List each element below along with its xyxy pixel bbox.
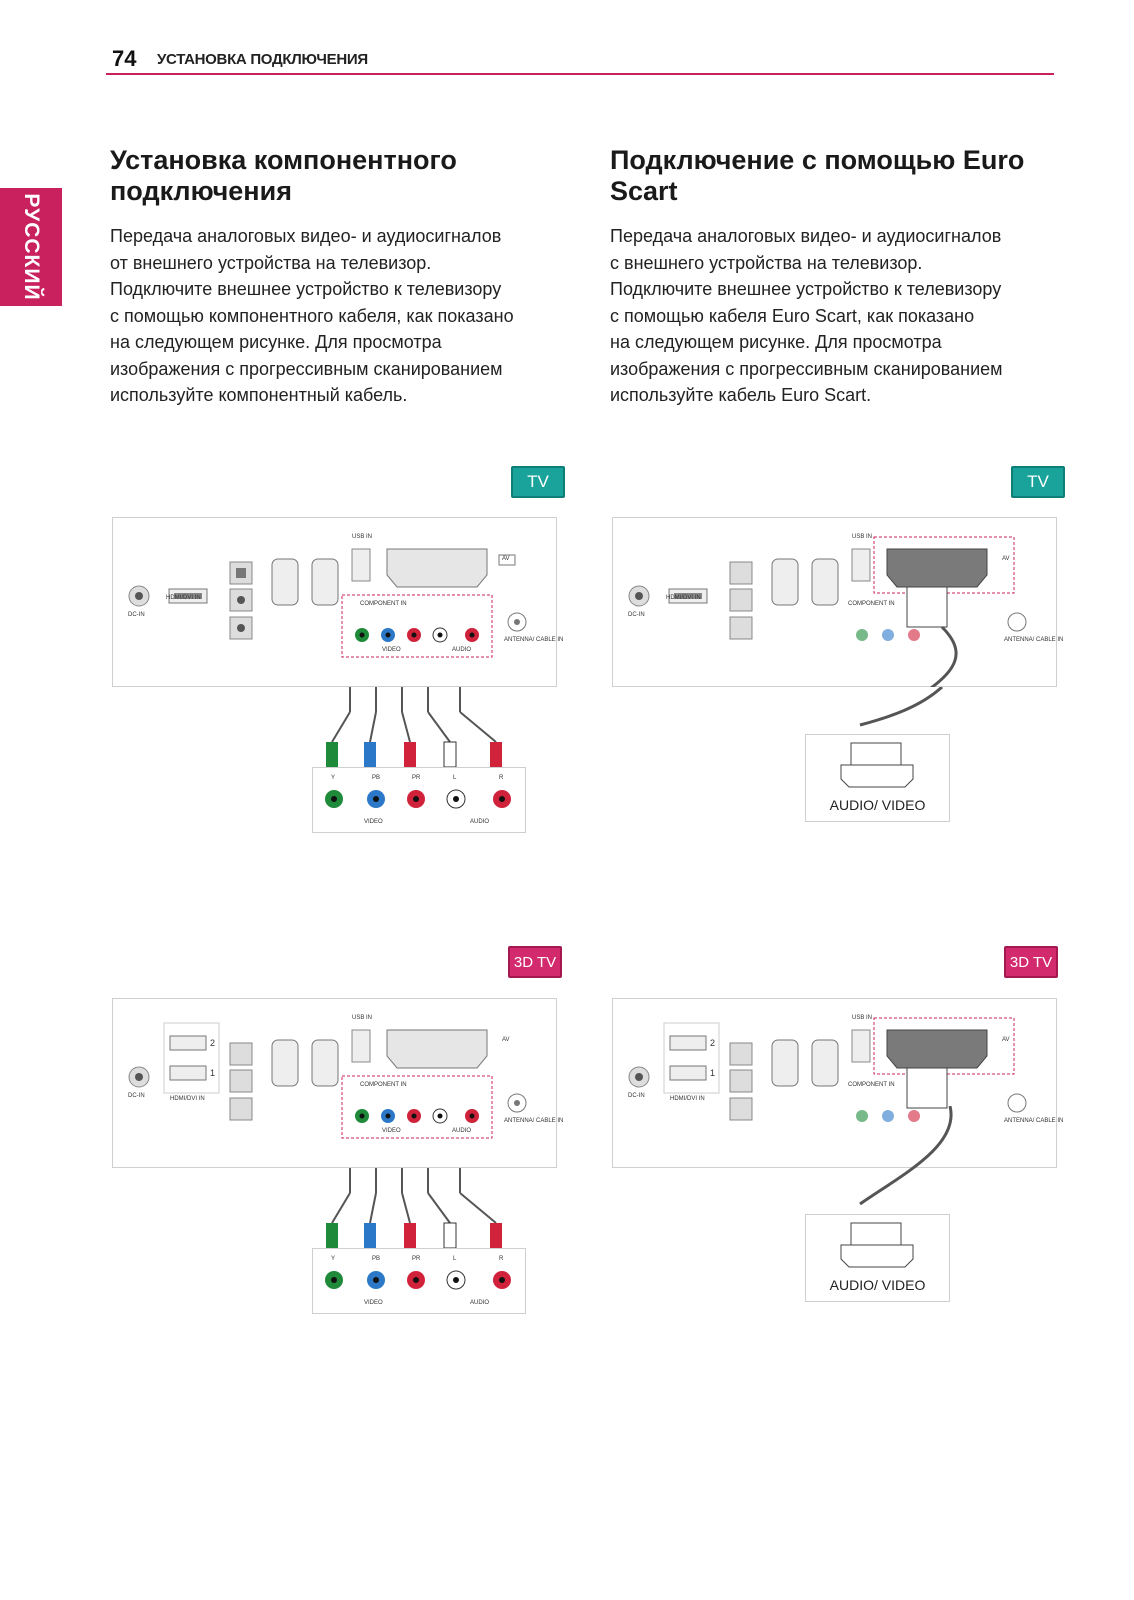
left-body-line: изображения с прогрессивным сканированием xyxy=(110,358,503,379)
av-label: AV xyxy=(1002,556,1010,562)
left-section-title xyxy=(110,145,570,207)
component-in-label: COMPONENT IN xyxy=(360,601,407,607)
hdmi-label: HDMI/DVI IN xyxy=(170,1096,205,1102)
device-r-label: R xyxy=(499,775,504,781)
device-pb-label: PB xyxy=(372,775,381,781)
usb-label: USB IN xyxy=(852,1015,873,1021)
left-title-line-2: подключения xyxy=(110,176,292,206)
audio-label: AUDIO xyxy=(452,647,472,653)
device-pb-label: PB xyxy=(372,1256,381,1262)
video-label: VIDEO xyxy=(382,1128,401,1134)
device-r-label: R xyxy=(499,1256,504,1262)
right-body-line: Передача аналоговых видео- и аудиосигналов xyxy=(610,226,1002,246)
right-body-line: на следующем рисунке. Для просмотра xyxy=(610,332,942,352)
right-body-line: с помощью кабеля Euro Scart, как показано xyxy=(610,305,975,326)
usb-label: USB IN xyxy=(352,534,373,540)
left-body-line: на следующем рисунке. Для просмотра xyxy=(110,332,442,352)
device-l-label: L xyxy=(453,775,457,781)
language-tab xyxy=(0,188,62,306)
right-body-line: с внешнего устройства на телевизор. xyxy=(610,252,923,273)
antenna-label: ANTENNA/ CABLE IN xyxy=(504,637,564,643)
header-divider xyxy=(106,73,1054,75)
component-in-label: COMPONENT IN xyxy=(848,1082,895,1088)
hdmi-1-label: 1 xyxy=(210,1068,216,1078)
dc-in-label: DC-IN xyxy=(128,612,145,618)
component-in-label: COMPONENT IN xyxy=(360,1082,407,1088)
right-section-body xyxy=(610,223,1003,409)
right-title-line-1: Подключение с помощью Euro xyxy=(610,145,1025,175)
device-audio-label: AUDIO xyxy=(470,819,490,825)
device-pr-label: PR xyxy=(412,775,421,781)
tv-badge-top-right xyxy=(1011,466,1065,498)
right-title-line-2: Scart xyxy=(610,176,678,206)
tv3d-badge-bottom-right xyxy=(1004,946,1058,978)
av-device-label: AUDIO/ VIDEO xyxy=(829,797,926,813)
left-body-line: используйте компонентный кабель. xyxy=(110,385,408,405)
section-title: УСТАНОВКА ПОДКЛЮЧЕНИЯ xyxy=(157,51,368,68)
video-label: VIDEO xyxy=(382,647,401,653)
panel-outline xyxy=(112,998,557,1168)
component-cables xyxy=(300,687,540,767)
tv-rear-panel-scart xyxy=(612,517,1064,687)
device-video-label: VIDEO xyxy=(364,1300,383,1306)
tv-3d-icon: 3D TV xyxy=(1004,946,1058,978)
antenna-label: ANTENNA/ CABLE IN xyxy=(1004,1118,1064,1124)
component-in-label: COMPONENT IN xyxy=(848,601,895,607)
tv3d-badge-bottom-left xyxy=(508,946,562,978)
component-device xyxy=(312,1248,526,1314)
antenna-label: ANTENNA/ CABLE IN xyxy=(504,1118,564,1124)
device-y-label: Y xyxy=(331,775,336,781)
dc-in-label: DC-IN xyxy=(628,612,645,618)
tv-rear-panel-component xyxy=(112,517,564,687)
hdmi-2-label: 2 xyxy=(210,1038,216,1048)
usb-label: USB IN xyxy=(852,534,873,540)
device-audio-label: AUDIO xyxy=(470,1300,490,1306)
hdmi-1-label: 1 xyxy=(710,1068,716,1078)
tv-icon: TV xyxy=(1011,466,1065,498)
dc-in-label: DC-IN xyxy=(628,1093,645,1099)
right-section-title xyxy=(610,145,1070,207)
dc-in-label: DC-IN xyxy=(128,1093,145,1099)
scart-plug-icon xyxy=(806,1215,949,1270)
left-body-line: от внешнего устройства на телевизор. xyxy=(110,252,432,273)
device-pr-label: PR xyxy=(412,1256,421,1262)
page-number: 74 xyxy=(112,46,137,71)
av-label: AV xyxy=(1002,1037,1010,1043)
av-label: AV xyxy=(502,1037,510,1043)
usb-label: USB IN xyxy=(352,1015,373,1021)
antenna-label: ANTENNA/ CABLE IN xyxy=(1004,637,1064,643)
left-body-line: с помощью компонентного кабеля, как показано xyxy=(110,305,514,326)
tv-badge-top-left xyxy=(511,466,565,498)
av-device-label: AUDIO/ VIDEO xyxy=(829,1277,926,1293)
scart-cable xyxy=(800,1106,980,1206)
av-device-scart xyxy=(805,734,950,822)
av-device-scart xyxy=(805,1214,950,1302)
tv-icon: TV xyxy=(511,466,565,498)
audio-label: AUDIO xyxy=(452,1128,472,1134)
tv3d-rear-panel-component xyxy=(112,998,564,1168)
device-l-label: L xyxy=(453,1256,457,1262)
scart-cable xyxy=(800,687,980,727)
panel-outline xyxy=(612,517,1057,687)
device-video-label: VIDEO xyxy=(364,819,383,825)
hdmi-label: HDMI/DVI IN xyxy=(666,595,701,601)
left-section-body xyxy=(110,223,514,409)
component-cables xyxy=(300,1168,540,1248)
component-device xyxy=(312,767,526,833)
language-tab-label: РУССКИЙ xyxy=(20,193,43,301)
left-body-line: Передача аналоговых видео- и аудиосигналов xyxy=(110,226,502,246)
hdmi-2-label: 2 xyxy=(710,1038,716,1048)
scart-plug-icon xyxy=(806,735,949,790)
device-y-label: Y xyxy=(331,1256,336,1262)
hdmi-label: HDMI/DVI IN xyxy=(166,595,201,601)
left-body-line: Подключите внешнее устройство к телевизору xyxy=(110,279,502,299)
right-body-line: Подключите внешнее устройство к телевизору xyxy=(610,279,1002,299)
tv-3d-icon: 3D TV xyxy=(508,946,562,978)
panel-outline xyxy=(112,517,557,687)
right-body-line: используйте кабель Euro Scart. xyxy=(610,385,872,405)
hdmi-label: HDMI/DVI IN xyxy=(670,1096,705,1102)
left-title-line-1: Установка компонентного xyxy=(110,145,457,175)
av-label: AV xyxy=(502,556,510,562)
right-body-line: изображения с прогрессивным сканированием xyxy=(610,358,1003,379)
